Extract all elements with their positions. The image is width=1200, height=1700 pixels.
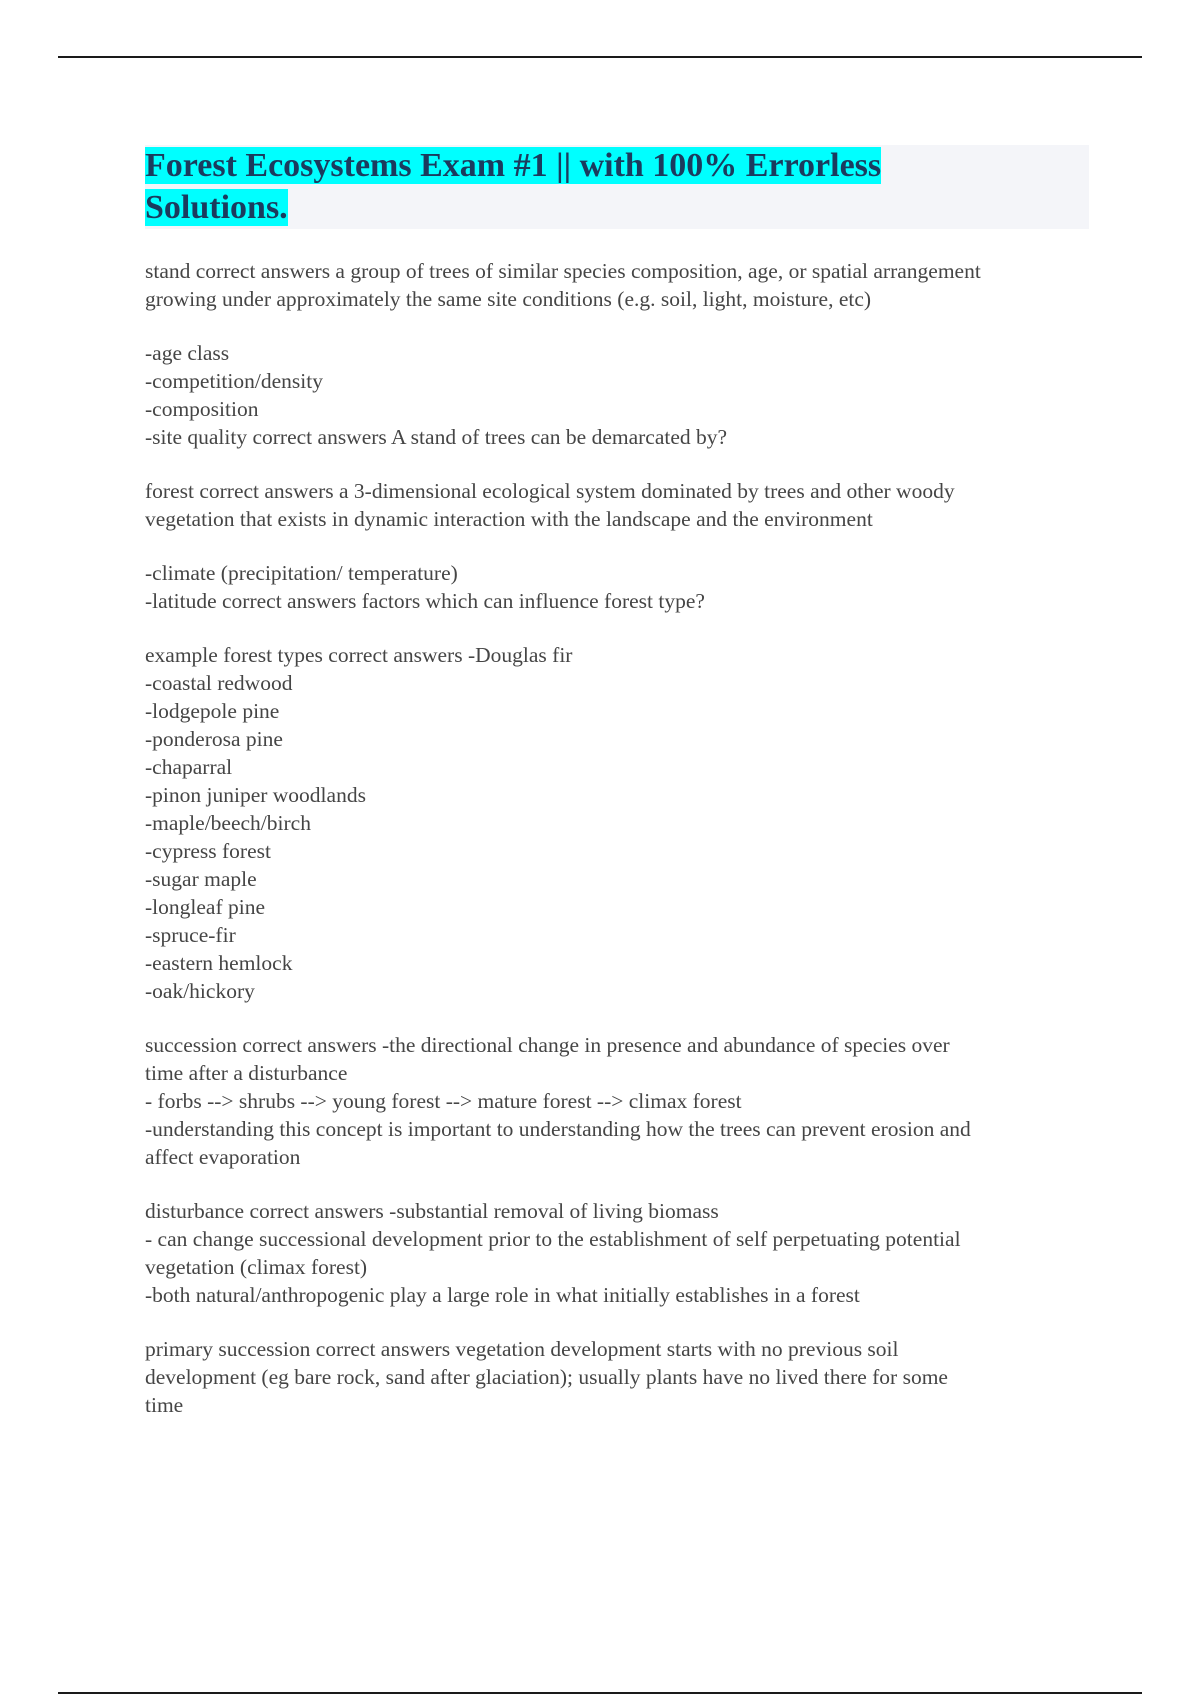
bottom-rule [58, 1692, 1142, 1694]
text-line: stand correct answers a group of trees of similar species composition, age, or spatial arrangement [145, 259, 981, 283]
text-line: -spruce-fir [145, 923, 236, 947]
qa-paragraph [145, 339, 1095, 451]
qa-paragraph [145, 257, 1095, 313]
text-line: -age class [145, 341, 230, 365]
page-title [145, 145, 881, 229]
text-line: -pinon juniper woodlands [145, 783, 366, 807]
text-line: -latitude correct answers factors which can influence forest type? [145, 589, 705, 613]
text-line: development (eg bare rock, sand after glaciation); usually plants have no lived there for some [145, 1365, 948, 1389]
text-line: -longleaf pine [145, 895, 265, 919]
text-line: succession correct answers -the directional change in presence and abundance of species over [145, 1033, 950, 1057]
text-line: - forbs --> shrubs --> young forest --> mature forest --> climax forest [145, 1089, 742, 1113]
text-line: -lodgepole pine [145, 699, 280, 723]
text-line: forest correct answers a 3-dimensional ecological system dominated by trees and other woody [145, 479, 955, 503]
text-line: -maple/beech/birch [145, 811, 311, 835]
qa-paragraph [145, 477, 1095, 533]
qa-paragraph [145, 1335, 1095, 1419]
text-line: -chaparral [145, 755, 233, 779]
text-line: vegetation (climax forest) [145, 1255, 368, 1279]
text-line: -both natural/anthropogenic play a large role in what initially establishes in a forest [145, 1283, 860, 1307]
text-line: -composition [145, 397, 259, 421]
text-line: disturbance correct answers -substantial removal of living biomass [145, 1199, 719, 1223]
title-line-1: Forest Ecosystems Exam #1 || with 100% Errorless [145, 147, 882, 184]
top-rule [58, 56, 1142, 58]
qa-paragraph [145, 1031, 1095, 1171]
text-line: - can change successional development prior to the establishment of self perpetuating potential [145, 1227, 961, 1251]
text-line: -understanding this concept is important to understanding how the trees can prevent erosion and [145, 1117, 971, 1141]
qa-paragraph [145, 641, 1095, 1005]
qa-paragraph [145, 559, 1095, 615]
text-line: growing under approximately the same site conditions (e.g. soil, light, moisture, etc) [145, 287, 872, 311]
text-line: primary succession correct answers vegetation development starts with no previous soil [145, 1337, 899, 1361]
text-line: -sugar maple [145, 867, 257, 891]
title-line-2: Solutions. [145, 189, 288, 226]
text-line: time [145, 1393, 184, 1417]
text-line: -oak/hickory [145, 979, 255, 1003]
text-line: example forest types correct answers -Douglas fir [145, 643, 573, 667]
text-line: -coastal redwood [145, 671, 293, 695]
text-line: -eastern hemlock [145, 951, 293, 975]
text-line: -site quality correct answers A stand of trees can be demarcated by? [145, 425, 728, 449]
text-line: time after a disturbance [145, 1061, 348, 1085]
text-line: -competition/density [145, 369, 323, 393]
qa-paragraph [145, 1197, 1095, 1309]
text-line: vegetation that exists in dynamic interaction with the landscape and the environment [145, 507, 873, 531]
document-body [145, 257, 1095, 1445]
text-line: -cypress forest [145, 839, 271, 863]
text-line: affect evaporation [145, 1145, 301, 1169]
text-line: -ponderosa pine [145, 727, 283, 751]
text-line: -climate (precipitation/ temperature) [145, 561, 458, 585]
